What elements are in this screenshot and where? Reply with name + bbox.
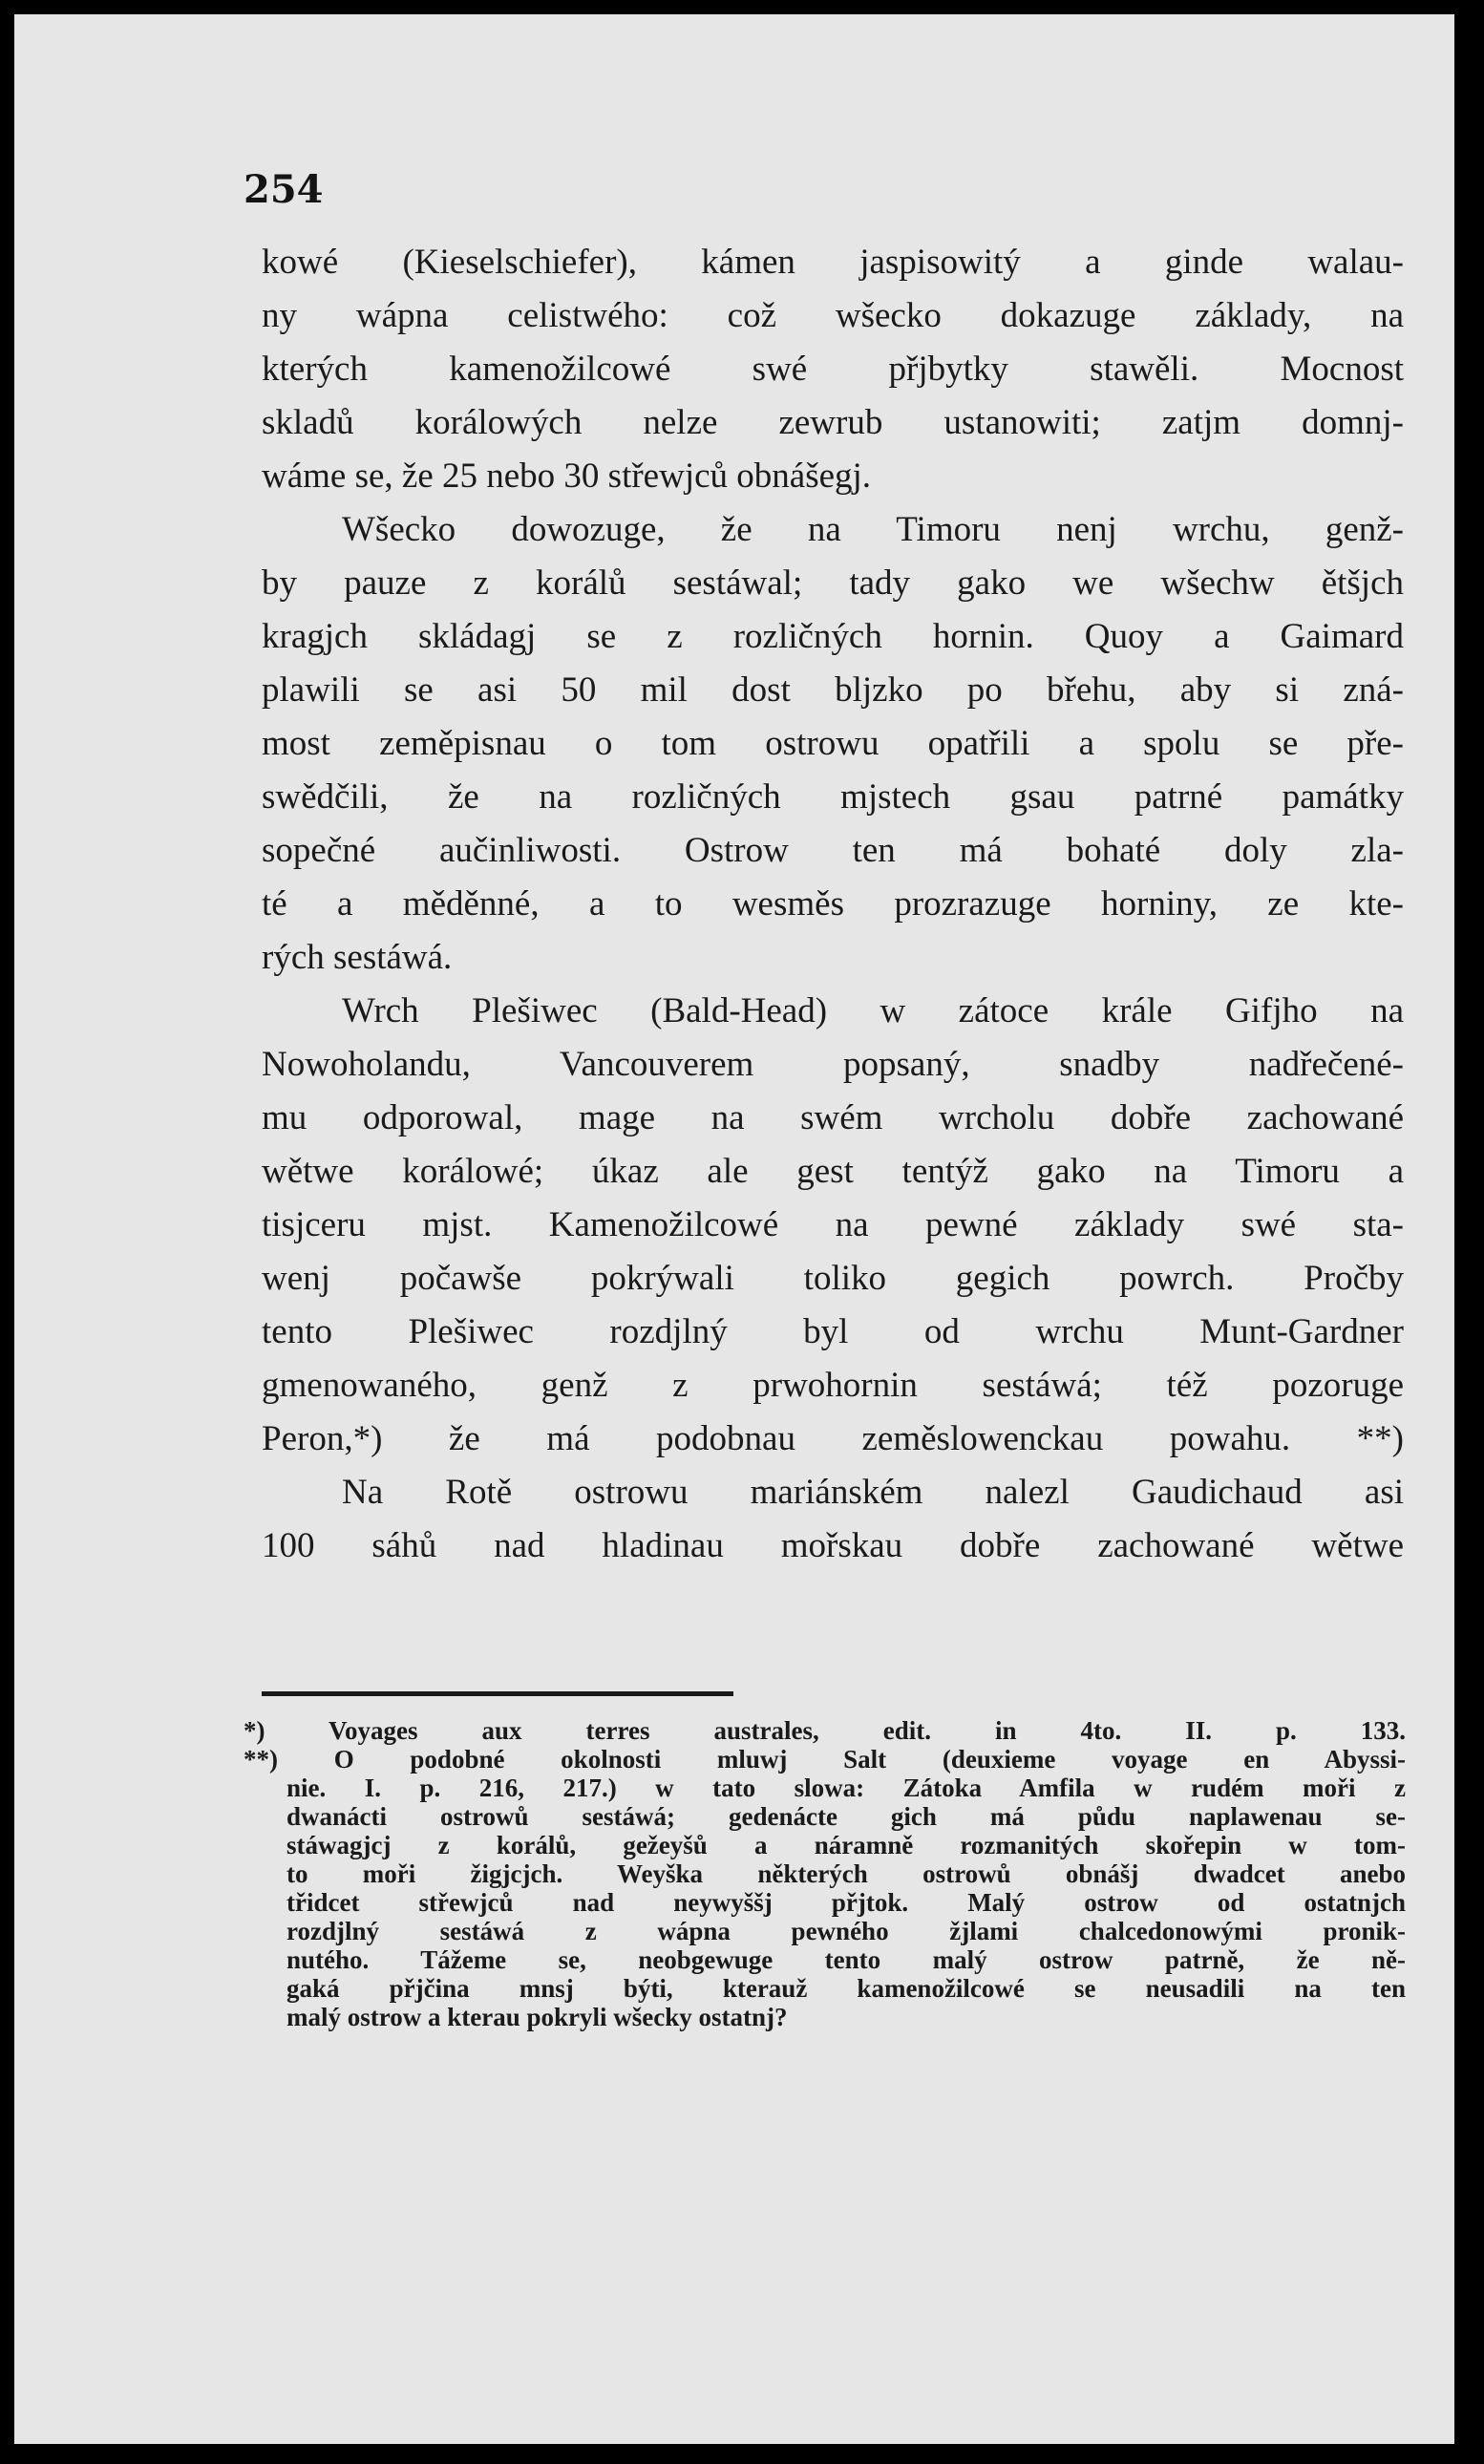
footnote-divider — [262, 1691, 733, 1696]
footnote-line: to moři žigjcjch. Weyška některých ostrowů obnášj dwadcet anebo — [286, 1859, 1406, 1888]
footnote-line: **) O podobné okolnosti mluwj Salt (deuxieme voyage en Abyssi- — [244, 1745, 1406, 1774]
text-line: Nowoholandu, Vancouverem popsaný, snadby nadřečené- — [262, 1045, 1404, 1084]
book-page — [14, 14, 1454, 2444]
text-line: Wšecko dowozuge, že na Timoru nenj wrchu, genž- — [342, 510, 1404, 549]
text-line: kowé (Kieselschiefer), kámen jaspisowitý a ginde walau- — [262, 243, 1404, 282]
text-line: té a měděnné, a to wesměs prozrazuge horniny, ze kte- — [262, 884, 1404, 924]
text-line: mu odporowal, mage na swém wrcholu dobře zachowané — [262, 1098, 1404, 1137]
text-line: gmenowaného, genž z prwohornin sestáwá; též pozoruge — [262, 1366, 1404, 1405]
text-line: by pauze z korálů sestáwal; tady gako we wšechw ětšjch — [262, 563, 1404, 603]
footnote-line: třidcet střewjců nad neywyššj přjtok. Malý ostrow od ostatnjch — [286, 1888, 1406, 1917]
text-line: Wrch Plešiwec (Bald-Head) w zátoce krále Gifjho na — [342, 991, 1404, 1030]
text-line: Peron,*) že má podobnau zeměslowenckau powahu. **) — [262, 1419, 1404, 1458]
text-line: rých sestáwá. — [262, 938, 453, 977]
text-line: wětwe korálowé; úkaz ale gest tentýž gako na Timoru a — [262, 1152, 1404, 1191]
text-line: tisjceru mjst. Kamenožilcowé na pewné základy swé sta- — [262, 1205, 1404, 1244]
footnote-line: dwanácti ostrowů sestáwá; gedenácte gich má půdu naplawenau se- — [286, 1802, 1406, 1831]
text-line: skladů korálowých nelze zewrub ustanowiti; zatjm domnj- — [262, 403, 1404, 442]
footnote-line: nutého. Tážeme se, neobgewuge tento malý ostrow patrně, že ně- — [286, 1945, 1406, 1974]
footnote-line: malý ostrow a kterau pokryli wšecky ostatnj? — [286, 2003, 788, 2031]
footnote-line: nie. I. p. 216, 217.) w tato slowa: Zátoka Amfila w rudém moři z — [286, 1774, 1406, 1802]
text-line: kterých kamenožilcowé swé přjbytky stawěli. Mocnost — [262, 350, 1404, 389]
text-line: plawili se asi 50 mil dost bljzko po břehu, aby si zná- — [262, 670, 1404, 710]
page-number: 254 — [244, 167, 324, 212]
text-line: swědčili, že na rozličných mjstech gsau patrné památky — [262, 777, 1404, 817]
text-line: Na Rotě ostrowu mariánském nalezl Gaudichaud asi — [342, 1473, 1404, 1512]
text-line: wenj počawše pokrýwali toliko gegich powrch. Pročby — [262, 1259, 1404, 1298]
text-line: wáme se, že 25 nebo 30 střewjců obnášegj. — [262, 457, 872, 496]
text-line: kragjch skládagj se z rozličných hornin. Quoy a Gaimard — [262, 617, 1404, 656]
footnote-line: rozdjlný sestáwá z wápna pewného žjlami chalcedonowými pronik- — [286, 1917, 1406, 1945]
text-line: 100 sáhů nad hladinau mořskau dobře zachowané wětwe — [262, 1526, 1404, 1565]
text-line: tento Plešiwec rozdjlný byl od wrchu Munt-Gardner — [262, 1312, 1404, 1351]
text-line: sopečné aučinliwosti. Ostrow ten má bohaté doly zla- — [262, 831, 1404, 870]
text-line: most zeměpisnau o tom ostrowu opatřili a spolu se pře- — [262, 724, 1404, 763]
footnote-line: stáwagjcj z korálů, gežeyšů a náramně rozmanitých skořepin w tom- — [286, 1831, 1406, 1859]
footnote-line: gaká přjčina mnsj býti, kterauž kamenožilcowé se neusadili na ten — [286, 1974, 1406, 2003]
text-line: ny wápna celistwého: což wšecko dokazuge základy, na — [262, 296, 1404, 335]
footnote-line: *) Voyages aux terres australes, edit. in 4to. II. p. 133. — [244, 1716, 1406, 1745]
